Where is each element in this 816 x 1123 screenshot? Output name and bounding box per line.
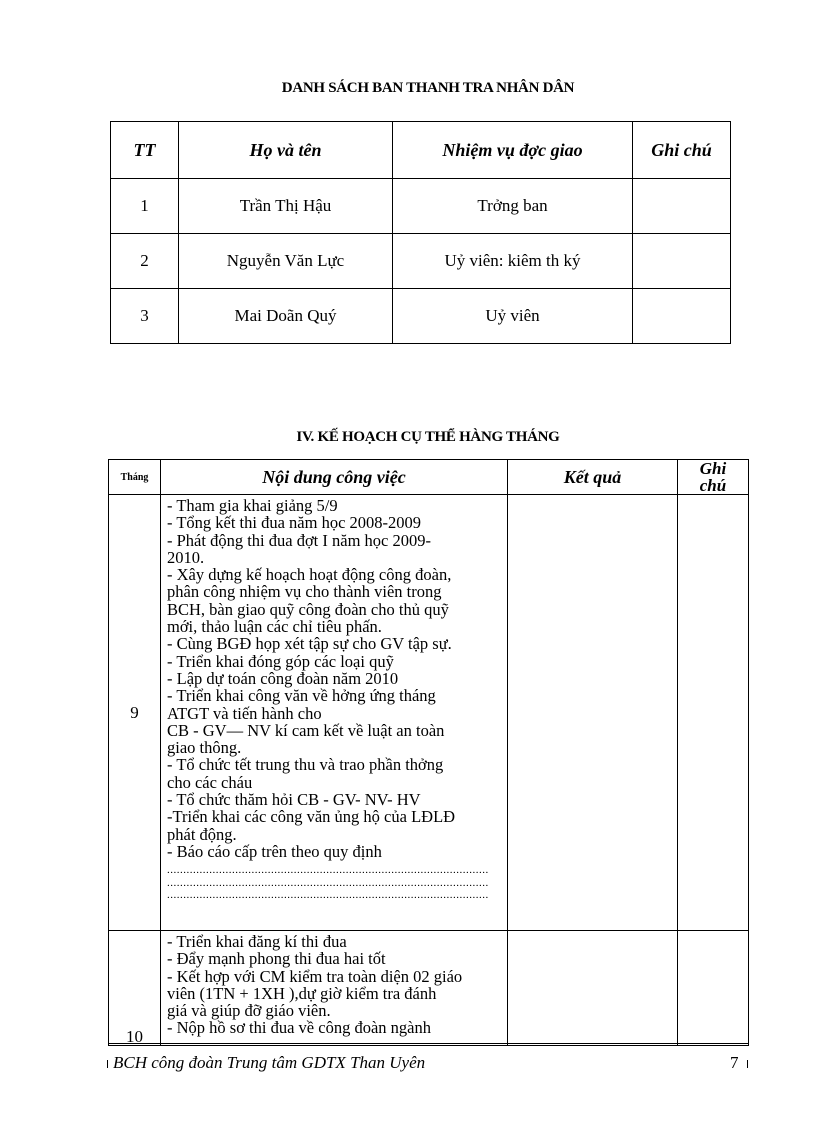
cell-month (109, 931, 161, 1046)
header-note: Ghi chú (633, 122, 731, 179)
page-number: 7 (730, 1053, 739, 1072)
cell-duty: Uỷ viên: kiêm th ký (393, 234, 633, 289)
cell-duty: Trởng ban (393, 179, 633, 234)
cell-result (508, 495, 678, 931)
table-row (111, 289, 731, 344)
header-duty: Nhiệm vụ đợc giao (393, 122, 633, 179)
content-line: - Xây dựng kế hoạch hoạt động công đoàn, (167, 565, 452, 585)
cell-note (633, 234, 731, 289)
cell-result (508, 931, 678, 1046)
footer-rule (108, 1043, 748, 1044)
content-line: phân công nhiệm vụ cho thành viên trong (167, 582, 442, 602)
content-line: - Báo cáo cấp trên theo quy định (167, 841, 382, 861)
content-line: - Cùng BGĐ họp xét tập sự cho GV tập sự. (167, 634, 452, 654)
content-line: - Tổ chức thăm hỏi CB - GV- NV- HV (167, 790, 421, 810)
monthly-plan-table (108, 459, 749, 1046)
content-line: - Triển khai đóng góp các loại quỹ (167, 651, 394, 671)
header-content: Nội dung công việc (161, 460, 508, 495)
inspection-board-table (110, 121, 731, 344)
cell-content (161, 931, 508, 1046)
cell-tt: 3 (111, 289, 179, 344)
content-line: ATGT và tiến hành cho (167, 703, 322, 723)
dotted-fill-line: ................................................................................................... (167, 889, 489, 902)
content-line: viên (1TN + 1XH ),dự giờ kiểm tra đánh (167, 983, 437, 1003)
content-line: - Triển khai đăng kí thi đua (167, 933, 347, 951)
cell-note (633, 289, 731, 344)
cell-name: Nguyễn Văn Lực (179, 234, 393, 289)
content-line: CB - GV— NV kí cam kết về luật an toàn (167, 720, 445, 740)
content-line: mới, thảo luận các chỉ tiêu phấn. (167, 617, 382, 637)
table-row (109, 495, 749, 931)
content-line: - Triển khai công văn về hởng ứng tháng (167, 686, 436, 706)
content-line: - Phát động thi đua đợt I năm học 2009- (167, 530, 431, 550)
section2-title: IV. KẾ HOẠCH CỤ THỂ HÀNG THÁNG (296, 429, 560, 445)
header-result: Kết quả (508, 460, 678, 495)
content-line: - Tham gia khai giảng 5/9 (167, 496, 338, 515)
content-line: phát động. (167, 824, 237, 844)
content-line: - Đẩy mạnh phong thi đua hai tốt (167, 949, 386, 969)
dotted-fill-line: ................................................................................................... (167, 864, 489, 877)
cell-tt: 2 (111, 234, 179, 289)
cell-note (633, 179, 731, 234)
section1-title: DANH SÁCH BAN THANH TRA NHÂN DÂN (281, 80, 575, 96)
table-row (111, 179, 731, 234)
month-label: 10 (126, 1027, 143, 1046)
header-month: Tháng (109, 460, 161, 495)
header-note-line1: Ghi (699, 459, 727, 478)
dotted-fill-line: ................................................................................................... (167, 876, 489, 889)
footer-text: BCH công đoàn Trung tâm GDTX Than Uyên (113, 1053, 426, 1072)
header-note-line2: chú (699, 476, 727, 495)
cell-duty: Uỷ viên (393, 289, 633, 344)
content-line: cho các cháu (167, 772, 253, 792)
content-line: 2010. (167, 547, 205, 567)
cell-name: Mai Doãn Quý (179, 289, 393, 344)
header-tt: TT (111, 122, 179, 179)
table-header-row (109, 460, 749, 495)
cell-note (678, 931, 749, 1046)
content-line: - Kết hợp với CM kiểm tra toàn diện 02 giáo (167, 966, 463, 986)
cell-note (678, 495, 749, 931)
table-header-row (111, 122, 731, 179)
content-line: - Lập dự toán công đoàn năm 2010 (167, 668, 399, 688)
table-row (109, 931, 749, 1046)
cell-name: Trần Thị Hậu (179, 179, 393, 234)
content-line: giao thông. (167, 738, 242, 758)
content-line: - Nộp hồ sơ thi đua về công đoàn ngành (167, 1018, 431, 1038)
header-name: Họ và tên (179, 122, 393, 179)
cell-content (161, 495, 508, 931)
cell-tt: 1 (111, 179, 179, 234)
content-line: - Tổ chức tết trung thu và trao phần thởng (167, 755, 444, 775)
table-row (111, 234, 731, 289)
content-line: - Tổng kết thi đua năm học 2008-2009 (167, 513, 422, 533)
footer-tick-right (747, 1060, 748, 1068)
footer-tick-left (107, 1060, 108, 1068)
header-note (678, 460, 749, 495)
content-line: -Triển khai các công văn ủng hộ của LĐLĐ (167, 807, 456, 827)
content-line: BCH, bàn giao quỹ công đoàn cho thủ quỹ (167, 599, 449, 619)
content-line: giá và giúp đỡ giáo viên. (167, 1001, 331, 1021)
cell-month: 9 (109, 495, 161, 931)
